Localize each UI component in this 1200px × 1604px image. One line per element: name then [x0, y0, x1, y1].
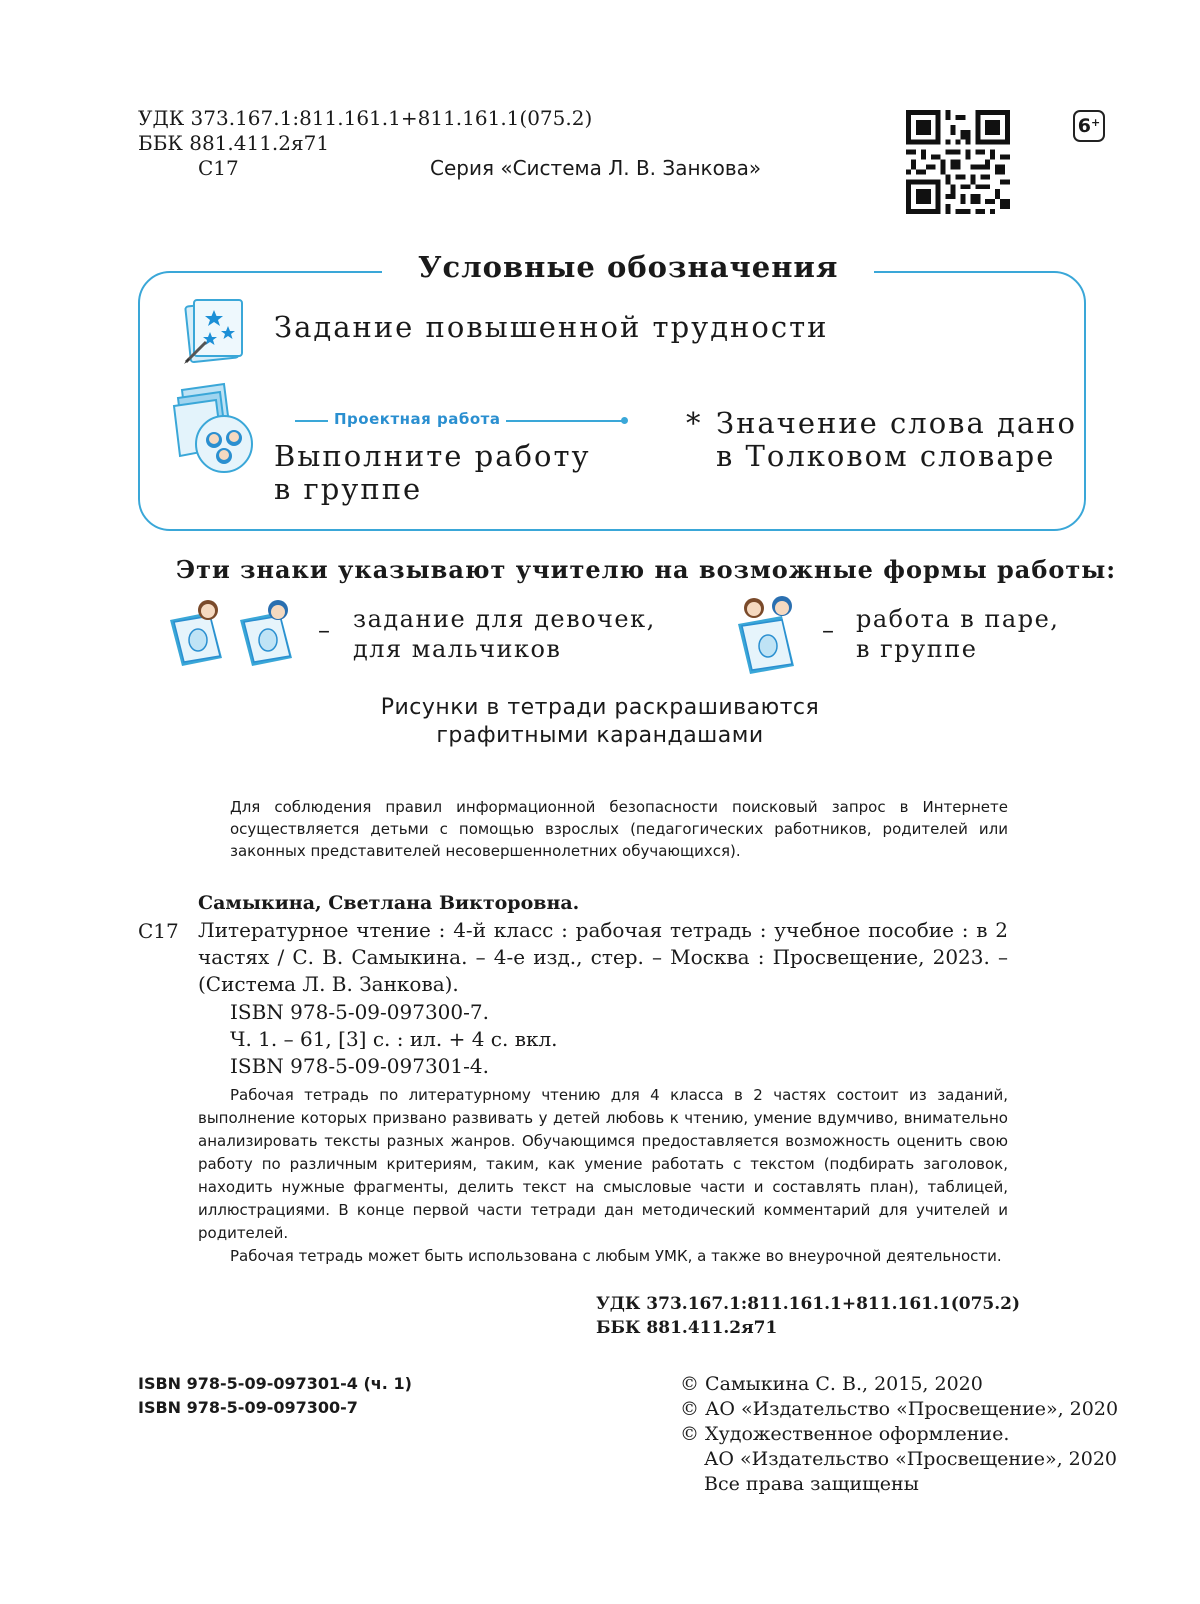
signs-heading: Эти знаки указывают учителю на возможные формы работы:	[176, 555, 1117, 584]
qr-code-icon[interactable]	[906, 110, 1010, 214]
dictionary-line1: Значение слова дано	[716, 406, 1077, 440]
project-line-dot	[621, 417, 628, 424]
udk-bottom: УДК 373.167.1:811.161.1+811.161.1(075.2)	[596, 1294, 1021, 1314]
isbn-full-set: ISBN 978-5-09-097300-7.	[230, 1000, 489, 1024]
pencil-note	[300, 694, 900, 750]
bbk-bottom: ББК 881.411.2я71	[596, 1318, 778, 1338]
copyright-design-publisher: АО «Издательство «Просвещение», 2020	[704, 1448, 1117, 1470]
pencil-note-line1: Рисунки в тетради раскрашиваются	[380, 695, 820, 720]
pair-books-icon	[732, 594, 808, 676]
age-rating-plus: +	[1091, 115, 1101, 129]
isbn-part: ISBN 978-5-09-097301-4.	[230, 1054, 489, 1078]
copyright-publisher: © АО «Издательство «Просвещение», 2020	[680, 1398, 1119, 1420]
girl-book-icon	[166, 598, 232, 668]
part-info: Ч. 1. – 61, [3] с. : ил. + 4 с. вкл.	[230, 1027, 558, 1051]
pair-group-line2: в группе	[856, 635, 978, 663]
series-title: Серия «Система Л. В. Занкова»	[430, 156, 762, 180]
stars-notebook-pen-icon	[178, 296, 250, 366]
books-children-group-icon	[168, 382, 258, 478]
pair-group-dash: –	[822, 616, 834, 644]
footer-isbn-full: ISBN 978-5-09-097300-7	[138, 1398, 358, 1417]
girls-boys-dash: –	[318, 616, 330, 644]
annotation-paragraph-1: Рабочая тетрадь по литературному чтению для 4 класса в 2 частях состоит из заданий, выполнение которых призвано развивать у детей любовь к чтению, умение вдумчиво, внимательно анализировать тексты разных жанров. Обучающимся предоставляется возможность оценить свою работу по различным критериям, таким, как умение работать с текстом (подбирать заголовок, находить нужные фрагменты, делить текст на смысловые части и составлять план), таблицей, иллюстрациями. В конце первой части тетради дан методический комментарий для учителей и родителей.	[198, 1086, 1008, 1242]
bibliography-text: Литературное чтение : 4-й класс : рабочая тетрадь : учебное пособие : в 2 частях / С. В. Самыкина. – 4-е изд., стер. – Москва : Просвещение, 2023. – (Система Л. В. Занкова).	[198, 918, 1008, 996]
dictionary-star: *	[686, 406, 703, 440]
girls-boys-line1: задание для девочек,	[353, 605, 656, 633]
legend-title-gap-right	[852, 269, 874, 275]
project-work-label: Проектная работа	[328, 410, 506, 428]
copyright-design: © Художественное оформление.	[680, 1423, 1010, 1445]
pencil-note-line2: графитными карандашами	[436, 723, 764, 748]
boy-book-icon	[236, 598, 302, 668]
udk-header: УДК 373.167.1:811.161.1+811.161.1(075.2)	[138, 106, 593, 130]
legend-title: Условные обозначения	[404, 250, 852, 284]
author-code-header: С17	[198, 156, 239, 180]
footer-isbn-part: ISBN 978-5-09-097301-4 (ч. 1)	[138, 1374, 412, 1393]
pair-group-line1: работа в паре,	[856, 605, 1060, 633]
dictionary-line2: в Толковом словаре	[716, 439, 1056, 473]
group-work-line2: в группе	[274, 472, 423, 506]
girls-boys-line2: для мальчиков	[353, 635, 562, 663]
legend-title-gap-left	[382, 269, 404, 275]
copyright-author: © Самыкина С. В., 2015, 2020	[680, 1373, 983, 1395]
hard-task-label: Задание повышенной трудности	[274, 310, 829, 344]
annotation	[198, 1084, 1008, 1268]
bbk-header: ББК 881.411.2я71	[138, 131, 330, 155]
group-work-line1: Выполните работу	[274, 439, 591, 473]
age-rating-number: 6	[1077, 115, 1091, 137]
annotation-paragraph-2: Рабочая тетрадь может быть использована с любым УМК, а также во внеурочной деятельности.	[230, 1247, 1002, 1265]
age-rating-badge	[1073, 110, 1105, 142]
safety-notice: Для соблюдения правил информационной безопасности поисковый запрос в Интернете осуществляется детьми с помощью взрослых (педагогических работников, родителей или законных представителей несовершеннолетних обучающихся).	[230, 798, 1008, 860]
all-rights-reserved: Все права защищены	[704, 1473, 919, 1495]
bibliography-code: С17	[138, 919, 179, 943]
author-name: Самыкина, Светлана Викторовна.	[198, 892, 580, 914]
